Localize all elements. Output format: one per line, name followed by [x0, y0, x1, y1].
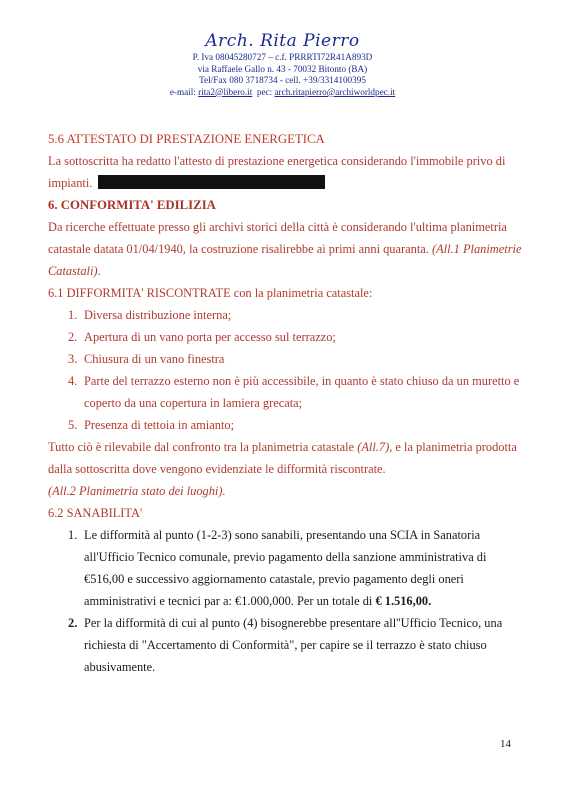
list-item: 1. Diversa distribuzione interna; — [68, 308, 232, 322]
document-body — [48, 128, 528, 678]
difformita-list — [48, 304, 528, 436]
list-item: 2. Apertura di un vano porta per accesso sul terrazzo; — [68, 330, 336, 344]
pec-label: pec: — [256, 86, 273, 97]
section-6-heading: 6. CONFORMITA' EDILIZIA — [48, 198, 216, 212]
letterhead — [0, 30, 565, 98]
letterhead-phone: Tel/Fax 080 3718734 - cell. +39/3314100395 — [199, 75, 366, 86]
section-6-text: Da ricerche effettuate presso gli archivi storici della città è considerando l'ultima planimetria catastale datata 01/04/1940, la costruzione risalirebbe ai primi anni quaranta. (All.1 Planimetrie Catastali). — [48, 220, 522, 278]
section-6-2-heading: 6.2 SANABILITA' — [48, 506, 143, 520]
list-item: 4. Parte del terrazzo esterno non è più accessibile, in quanto è stato chiuso da un muretto e coperto da una copertura in lamiera grecata; — [68, 374, 520, 410]
list-item: 1. Le difformità al punto (1-2-3) sono sanabili, presentando una SCIA in Sanatoria all'Ufficio Tecnico comunale, previo pagamento della sanzione amministrativa di €516,00 e successivo aggiornamento catastale, previo pagamento degli oneri amministrativi e tecnici par a: €1.000,000. Per un totale di € 1.516,00. — [68, 528, 487, 608]
section-5-6-heading: 5.6 ATTESTATO DI PRESTAZIONE ENERGETICA — [48, 132, 325, 146]
section-5-6-text: La sottoscritta ha redatto l'attesto di prestazione energetica considerando l'immobile privo di impianti. — [48, 154, 506, 190]
section-6-1-ref: (All.2 Planimetria stato dei luoghi). — [48, 484, 226, 498]
list-item: 2. Per la difformità di cui al punto (4) bisognerebbe presentare all''Ufficio Tecnico, una richiesta di "Accertamento di Conformità", per capire se il terrazzo è stato chiuso abusivamente. — [68, 616, 503, 674]
section-6-1-heading: 6.1 DIFFORMITA' RISCONTRATE con la planimetria catastale: — [48, 286, 373, 300]
letterhead-vat: P. Iva 08045280727 – c.f. PRRRTI72R41A893D — [192, 52, 373, 62]
redaction-bar — [98, 175, 325, 189]
email-link[interactable]: rita2@libero.it — [198, 86, 253, 97]
pec-link[interactable]: arch.ritapierro@archiworldpec.it — [274, 86, 396, 97]
email-label: e-mail: — [169, 86, 196, 97]
letterhead-contacts — [0, 87, 565, 99]
section-6-ref: (All.1 Planimetrie Catastali) — [48, 242, 522, 278]
page-number: 14 — [500, 738, 511, 750]
letterhead-address: via Raffaele Gallo n. 43 - 70032 Bitonto (BA) — [197, 63, 368, 74]
list-item: 3. Chiusura di un vano finestra — [68, 352, 225, 366]
letterhead-name: Arch. Rita Pierro — [205, 31, 360, 51]
section-6-1-summary: Tutto ciò è rilevabile dal confronto tra la planimetria catastale (All.7), e la planimetria prodotta dalla sottoscritta dove vengono evidenziate le difformità riscontrate. — [48, 440, 517, 476]
list-item: 5. Presenza di tettoia in amianto; — [68, 418, 235, 432]
sanabilita-list — [48, 524, 528, 678]
